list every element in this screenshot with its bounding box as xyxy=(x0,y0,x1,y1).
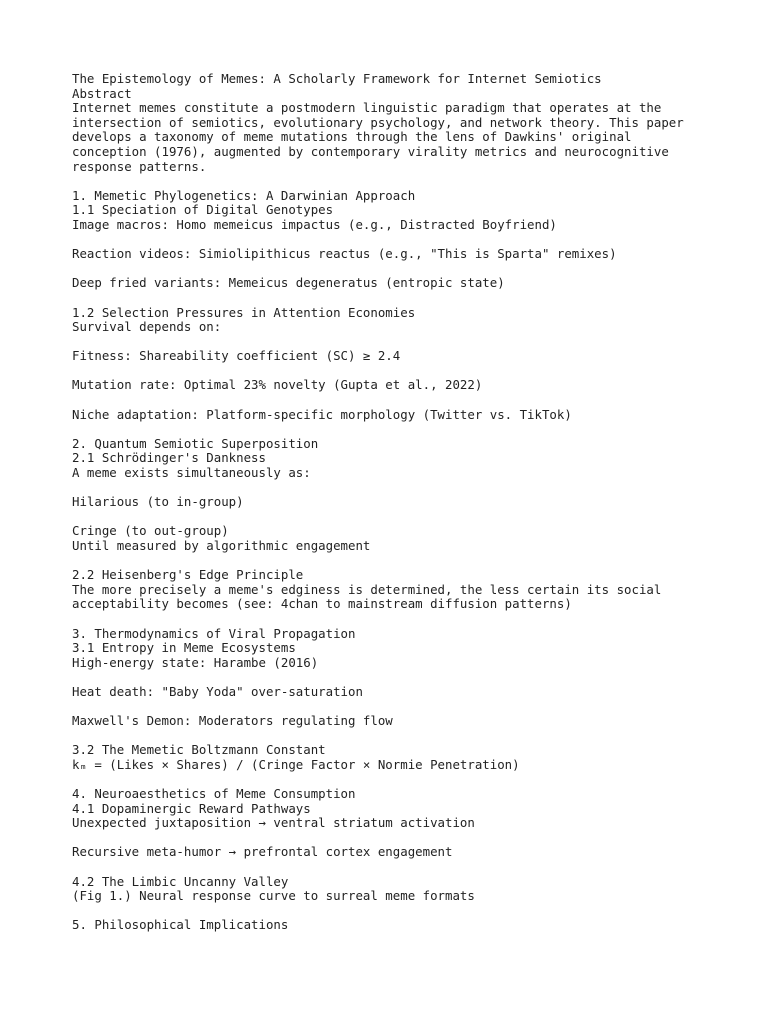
list-item: Unexpected juxtaposition → ventral striatum activation xyxy=(72,815,475,831)
subsection-1-1-heading: 1.1 Speciation of Digital Genotypes xyxy=(72,202,334,218)
blank-line xyxy=(72,729,712,744)
paragraph: A meme exists simultaneously as: xyxy=(72,465,311,481)
abstract-line: intersection of semiotics, evolutionary psychology, and network theory. This paper xyxy=(72,114,684,130)
subsection-3-1-heading: 3.1 Entropy in Meme Ecosystems xyxy=(72,640,296,656)
subsection-2-1-heading: 2.1 Schrödinger's Dankness xyxy=(72,450,266,466)
abstract-line: Internet memes constitute a postmodern linguistic paradigm that operates at the xyxy=(72,100,662,116)
blank-line xyxy=(72,904,712,919)
subsection-4-1-heading: 4.1 Dopaminergic Reward Pathways xyxy=(72,800,311,816)
blank-line xyxy=(72,481,712,496)
list-item: Fitness: Shareability coefficient (SC) ≥ 2.4 xyxy=(72,348,401,364)
abstract-line: develops a taxonomy of meme mutations through the lens of Dawkins' original xyxy=(72,129,632,145)
subsection-2-2-heading: 2.2 Heisenberg's Edge Principle xyxy=(72,567,304,583)
list-item: Recursive meta-humor → prefrontal cortex engagement xyxy=(72,844,453,860)
list-item: Reaction videos: Simiolipithicus reactus (e.g., "This is Sparta" remixes) xyxy=(72,246,617,262)
list-item: Mutation rate: Optimal 23% novelty (Gupta et al., 2022) xyxy=(72,377,483,393)
subsection-4-2-heading: 4.2 The Limbic Uncanny Valley xyxy=(72,873,289,889)
blank-line xyxy=(72,831,712,846)
blank-line xyxy=(72,612,712,627)
blank-line xyxy=(72,233,712,248)
paragraph: Survival depends on: xyxy=(72,319,222,335)
document-body xyxy=(72,72,712,933)
list-item: Heat death: "Baby Yoda" over-saturation xyxy=(72,683,363,699)
blank-line xyxy=(72,291,712,306)
section-2-heading: 2. Quantum Semiotic Superposition xyxy=(72,435,319,451)
blank-line xyxy=(72,335,712,350)
list-item: Maxwell's Demon: Moderators regulating flow xyxy=(72,713,393,729)
list-item: Deep fried variants: Memeicus degeneratus (entropic state) xyxy=(72,275,505,291)
section-5-heading: 5. Philosophical Implications xyxy=(72,917,289,933)
abstract-line: conception (1976), augmented by contemporary virality metrics and neurocognitive xyxy=(72,143,669,159)
section-1-heading: 1. Memetic Phylogenetics: A Darwinian Approach xyxy=(72,187,416,203)
blank-line xyxy=(72,860,712,875)
paragraph: Until measured by algorithmic engagement xyxy=(72,538,371,553)
document-title: The Epistemology of Memes: A Scholarly Framework for Internet Semiotics xyxy=(72,71,602,86)
formula: kₘ = (Likes × Shares) / (Cringe Factor × Normie Penetration) xyxy=(72,756,520,772)
blank-line xyxy=(72,364,712,379)
list-item: Cringe (to out-group) xyxy=(72,523,229,539)
paragraph-line: acceptability becomes (see: 4chan to mainstream diffusion patterns) xyxy=(72,596,572,612)
blank-line xyxy=(72,393,712,408)
abstract-line: response patterns. xyxy=(72,158,207,174)
list-item: Hilarious (to in-group) xyxy=(72,494,244,510)
list-item: High-energy state: Harambe (2016) xyxy=(72,654,319,670)
blank-line xyxy=(72,670,712,685)
blank-line xyxy=(72,422,712,437)
list-item: Niche adaptation: Platform-specific morphology (Twitter vs. TikTok) xyxy=(72,406,572,422)
blank-line xyxy=(72,262,712,277)
blank-line xyxy=(72,510,712,525)
abstract-heading: Abstract xyxy=(72,85,132,101)
section-4-heading: 4. Neuroaesthetics of Meme Consumption xyxy=(72,786,356,802)
blank-line xyxy=(72,174,712,189)
figure-caption: (Fig 1.) Neural response curve to surreal meme formats xyxy=(72,888,475,904)
blank-line xyxy=(72,554,712,569)
paragraph-line: The more precisely a meme's edginess is determined, the less certain its social xyxy=(72,581,662,597)
subsection-3-2-heading: 3.2 The Memetic Boltzmann Constant xyxy=(72,742,326,758)
subsection-1-2-heading: 1.2 Selection Pressures in Attention Economies xyxy=(72,304,416,320)
list-item: Image macros: Homo memeicus impactus (e.g., Distracted Boyfriend) xyxy=(72,216,557,232)
blank-line xyxy=(72,773,712,788)
section-3-heading: 3. Thermodynamics of Viral Propagation xyxy=(72,625,356,641)
blank-line xyxy=(72,700,712,715)
